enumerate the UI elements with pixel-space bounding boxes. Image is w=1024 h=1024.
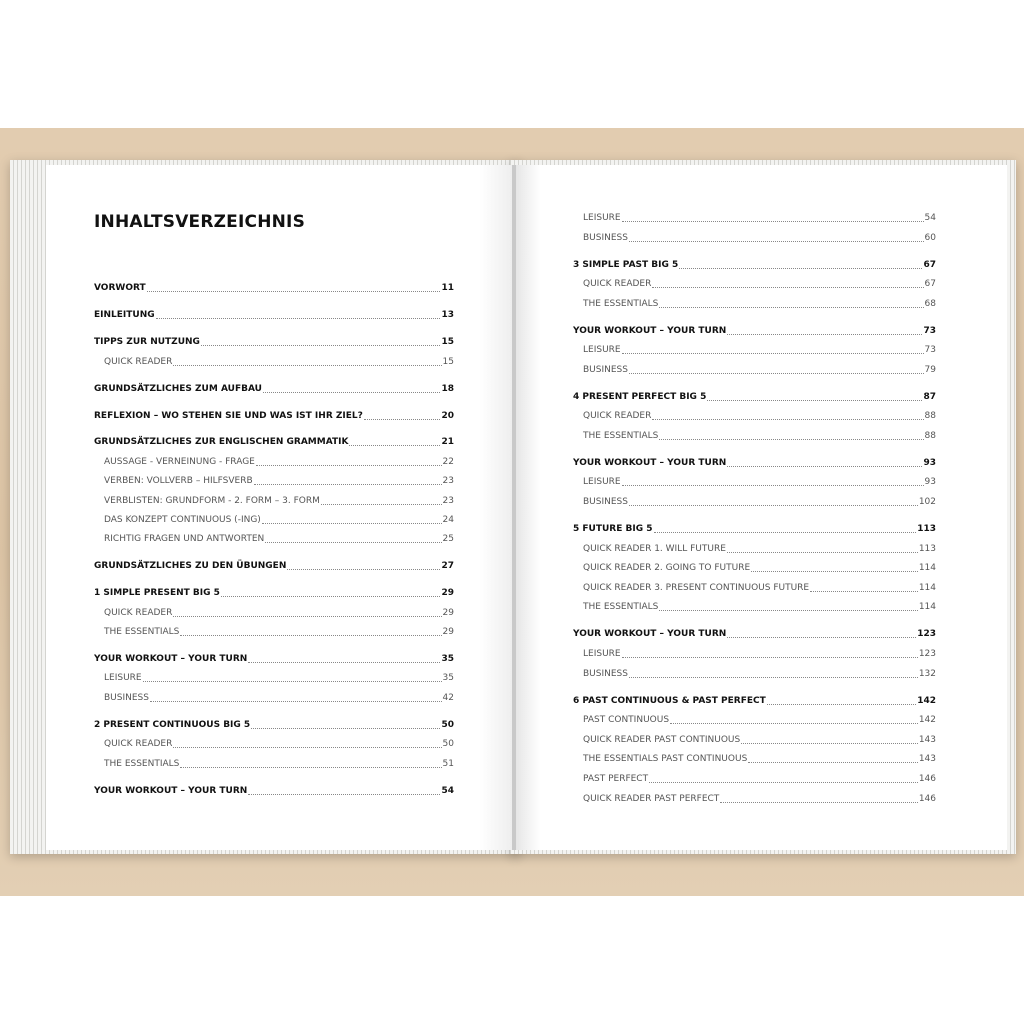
toc-subentry xyxy=(583,713,936,727)
toc-subentry xyxy=(583,752,936,766)
toc-entry-label: QUICK READER xyxy=(583,279,652,289)
toc-dot-leader xyxy=(156,317,441,319)
toc-page-number: 142 xyxy=(918,715,936,725)
toc-entry-label: VERBEN: VOLLVERB – HILFSVERB xyxy=(104,476,253,486)
toc-chapter-entry xyxy=(94,281,454,295)
toc-entry-label: PAST CONTINUOUS xyxy=(583,715,670,725)
page-title: INHALTSVERZEICHNIS xyxy=(94,212,306,232)
toc-chapter-entry xyxy=(94,586,454,600)
toc-dot-leader xyxy=(248,793,440,795)
toc-page-number: 29 xyxy=(441,588,454,598)
toc-dot-leader xyxy=(810,590,918,592)
toc-entry-label: QUICK READER PAST PERFECT xyxy=(583,794,720,804)
toc-dot-leader xyxy=(649,781,918,783)
toc-page-number: 29 xyxy=(442,627,454,637)
toc-entry-label: THE ESSENTIALS xyxy=(104,759,180,769)
toc-dot-leader xyxy=(748,761,918,763)
toc-entry-label: YOUR WORKOUT – YOUR TURN xyxy=(94,654,248,664)
toc-entry-label: 6 PAST CONTINUOUS & PAST PERFECT xyxy=(573,696,766,706)
toc-page-number: 102 xyxy=(918,497,936,507)
toc-chapter-entry xyxy=(573,627,936,641)
toc-dot-leader xyxy=(727,636,916,638)
toc-entry-label: GRUNDSÄTZLICHES ZUR ENGLISCHEN GRAMMATIK xyxy=(94,437,349,447)
toc-dot-leader xyxy=(287,568,440,570)
toc-chapter-entry xyxy=(94,652,454,666)
toc-subentry xyxy=(583,667,936,681)
toc-page-number: 54 xyxy=(441,786,454,796)
toc-dot-leader xyxy=(741,742,918,744)
toc-subentry xyxy=(583,409,936,423)
toc-page-number: 68 xyxy=(924,299,936,309)
toc-dot-leader xyxy=(173,615,441,617)
toc-subentry xyxy=(583,600,936,614)
toc-dot-leader xyxy=(727,465,922,467)
toc-entry-label: RICHTIG FRAGEN UND ANTWORTEN xyxy=(104,534,265,544)
toc-entry-label: VORWORT xyxy=(94,283,146,293)
toc-page-number: 67 xyxy=(924,279,936,289)
toc-subentry xyxy=(583,495,936,509)
toc-page-number: 13 xyxy=(441,310,454,320)
toc-subentry xyxy=(104,532,454,546)
toc-entry-label: LEISURE xyxy=(104,673,142,683)
toc-page-number: 15 xyxy=(441,337,454,347)
toc-chapter-entry xyxy=(573,522,936,536)
toc-page-number: 114 xyxy=(918,563,936,573)
toc-subentry xyxy=(583,429,936,443)
toc-dot-leader xyxy=(727,551,918,553)
toc-subentry xyxy=(583,475,936,489)
toc-entry-label: YOUR WORKOUT – YOUR TURN xyxy=(573,458,727,468)
toc-page-number: 114 xyxy=(918,583,936,593)
toc-dot-leader xyxy=(248,661,440,663)
toc-entry-label: THE ESSENTIALS xyxy=(583,299,659,309)
toc-chapter-entry xyxy=(573,390,936,404)
toc-dot-leader xyxy=(364,418,441,420)
toc-entry-label: 5 FUTURE BIG 5 xyxy=(573,524,653,534)
toc-dot-leader xyxy=(679,267,922,269)
toc-dot-leader xyxy=(707,399,922,401)
toc-page-number: 113 xyxy=(917,524,936,534)
toc-subentry xyxy=(104,455,454,469)
toc-subentry xyxy=(104,671,454,685)
toc-page-number: 15 xyxy=(442,357,454,367)
toc-page-number: 143 xyxy=(918,735,936,745)
toc-dot-leader xyxy=(659,609,917,611)
toc-subentry xyxy=(583,542,936,556)
toc-entry-label: LEISURE xyxy=(583,649,621,659)
toc-page-number: 142 xyxy=(917,696,936,706)
toc-entry-label: LEISURE xyxy=(583,345,621,355)
toc-page-number: 24 xyxy=(442,515,454,525)
toc-chapter-entry xyxy=(573,258,936,272)
toc-dot-leader xyxy=(751,570,918,572)
toc-entry-label: LEISURE xyxy=(583,477,621,487)
toc-page-number: 114 xyxy=(918,602,936,612)
toc-page-number: 51 xyxy=(442,759,454,769)
toc-dot-leader xyxy=(629,504,918,506)
toc-page-number: 146 xyxy=(918,794,936,804)
toc-entry-label: EINLEITUNG xyxy=(94,310,155,320)
toc-entry-label: LEISURE xyxy=(583,213,621,223)
toc-entry-label: BUSINESS xyxy=(583,233,628,243)
toc-entry-label: REFLEXION – WO STEHEN SIE UND WAS IST IHR ZIEL? xyxy=(94,411,363,421)
toc-dot-leader xyxy=(622,656,918,658)
toc-dot-leader xyxy=(143,680,442,682)
toc-page-number: 113 xyxy=(918,544,936,554)
toc-entry-label: BUSINESS xyxy=(104,693,149,703)
toc-entry-label: GRUNDSÄTZLICHES ZU DEN ÜBUNGEN xyxy=(94,561,287,571)
toc-entry-label: QUICK READER 1. WILL FUTURE xyxy=(583,544,726,554)
toc-entry-label: BUSINESS xyxy=(583,365,628,375)
toc-subentry xyxy=(104,737,454,751)
toc-page-number: 79 xyxy=(924,365,936,375)
toc-entry-label: THE ESSENTIALS xyxy=(583,431,659,441)
toc-chapter-entry xyxy=(94,559,454,573)
toc-entry-label: QUICK READER xyxy=(104,357,173,367)
toc-entry-label: THE ESSENTIALS PAST CONTINUOUS xyxy=(583,754,748,764)
toc-dot-leader xyxy=(251,727,440,729)
toc-dot-leader xyxy=(629,240,924,242)
toc-subentry xyxy=(104,625,454,639)
toc-dot-leader xyxy=(629,372,924,374)
toc-page-number: 132 xyxy=(918,669,936,679)
toc-chapter-entry xyxy=(573,694,936,708)
toc-dot-leader xyxy=(767,703,916,705)
toc-subentry xyxy=(583,363,936,377)
toc-page-number: 21 xyxy=(441,437,454,447)
toc-entry-label: YOUR WORKOUT – YOUR TURN xyxy=(573,326,727,336)
toc-page-number: 18 xyxy=(441,384,454,394)
toc-page-number: 146 xyxy=(918,774,936,784)
toc-subentry xyxy=(583,561,936,575)
toc-entry-label: 2 PRESENT CONTINUOUS BIG 5 xyxy=(94,720,251,730)
toc-chapter-entry xyxy=(94,435,454,449)
toc-dot-leader xyxy=(659,306,923,308)
toc-entry-label: THE ESSENTIALS xyxy=(104,627,180,637)
toc-page-number: 54 xyxy=(924,213,936,223)
toc-page-number: 88 xyxy=(924,431,936,441)
toc-subentry xyxy=(583,647,936,661)
toc-subentry xyxy=(104,494,454,508)
toc-entry-label: BUSINESS xyxy=(583,669,628,679)
toc-entry-label: QUICK READER xyxy=(104,608,173,618)
toc-subentry xyxy=(104,474,454,488)
toc-page-number: 11 xyxy=(441,283,454,293)
toc-page-number: 35 xyxy=(441,654,454,664)
toc-page-number: 29 xyxy=(442,608,454,618)
toc-dot-leader xyxy=(265,541,441,543)
toc-page-number: 22 xyxy=(442,457,454,467)
toc-page-number: 50 xyxy=(442,739,454,749)
toc-subentry xyxy=(583,733,936,747)
toc-page-number: 67 xyxy=(923,260,936,270)
toc-dot-leader xyxy=(201,344,441,346)
toc-chapter-entry xyxy=(94,718,454,732)
toc-subentry xyxy=(104,691,454,705)
toc-page-number: 23 xyxy=(442,476,454,486)
toc-page-number: 50 xyxy=(441,720,454,730)
toc-dot-leader xyxy=(256,464,442,466)
toc-page-number: 42 xyxy=(442,693,454,703)
toc-dot-leader xyxy=(262,522,442,524)
toc-entry-label: YOUR WORKOUT – YOUR TURN xyxy=(573,629,727,639)
toc-subentry xyxy=(583,772,936,786)
toc-entry-label: VERBLISTEN: GRUNDFORM - 2. FORM – 3. FORM xyxy=(104,496,320,506)
toc-subentry xyxy=(583,792,936,806)
toc-dot-leader xyxy=(263,391,441,393)
toc-entry-label: QUICK READER xyxy=(104,739,173,749)
toc-entry-label: AUSSAGE - VERNEINUNG - FRAGE xyxy=(104,457,255,467)
toc-page-number: 87 xyxy=(923,392,936,402)
toc-subentry xyxy=(104,513,454,527)
toc-entry-label: 1 SIMPLE PRESENT BIG 5 xyxy=(94,588,220,598)
toc-subentry xyxy=(104,355,454,369)
toc-subentry xyxy=(583,343,936,357)
toc-dot-leader xyxy=(221,595,441,597)
toc-page-number: 93 xyxy=(923,458,936,468)
toc-page-number: 73 xyxy=(924,345,936,355)
toc-page-number: 143 xyxy=(918,754,936,764)
toc-entry-label: BUSINESS xyxy=(583,497,628,507)
toc-dot-leader xyxy=(147,290,441,292)
toc-page-number: 123 xyxy=(917,629,936,639)
toc-dot-leader xyxy=(670,722,918,724)
toc-entry-label: GRUNDSÄTZLICHES ZUM AUFBAU xyxy=(94,384,262,394)
toc-subentry xyxy=(583,581,936,595)
toc-entry-label: 3 SIMPLE PAST BIG 5 xyxy=(573,260,679,270)
toc-chapter-entry xyxy=(94,308,454,322)
toc-chapter-entry xyxy=(94,784,454,798)
toc-subentry xyxy=(104,757,454,771)
toc-dot-leader xyxy=(622,220,924,222)
toc-dot-leader xyxy=(173,746,441,748)
toc-entry-label: QUICK READER xyxy=(583,411,652,421)
toc-entry-label: THE ESSENTIALS xyxy=(583,602,659,612)
toc-page-number: 23 xyxy=(442,496,454,506)
toc-dot-leader xyxy=(629,676,918,678)
toc-page-number: 123 xyxy=(918,649,936,659)
toc-dot-leader xyxy=(659,438,923,440)
toc-chapter-entry xyxy=(573,324,936,338)
toc-dot-leader xyxy=(622,484,924,486)
toc-dot-leader xyxy=(720,801,918,803)
toc-page-number: 93 xyxy=(924,477,936,487)
toc-entry-label: QUICK READER 2. GOING TO FUTURE xyxy=(583,563,751,573)
toc-dot-leader xyxy=(622,352,924,354)
toc-dot-leader xyxy=(349,444,440,446)
toc-entry-label: DAS KONZEPT CONTINUOUS (-ING) xyxy=(104,515,261,525)
toc-subentry xyxy=(583,231,936,245)
toc-subentry xyxy=(104,606,454,620)
toc-entry-label: QUICK READER PAST CONTINUOUS xyxy=(583,735,741,745)
toc-dot-leader xyxy=(173,364,441,366)
toc-chapter-entry xyxy=(94,382,454,396)
toc-dot-leader xyxy=(652,418,923,420)
toc-page-number: 27 xyxy=(441,561,454,571)
toc-page-number: 60 xyxy=(924,233,936,243)
toc-page-number: 73 xyxy=(923,326,936,336)
toc-dot-leader xyxy=(654,531,917,533)
toc-page-number: 25 xyxy=(442,534,454,544)
toc-dot-leader xyxy=(180,766,441,768)
toc-page-number: 35 xyxy=(442,673,454,683)
toc-entry-label: TIPPS ZUR NUTZUNG xyxy=(94,337,200,347)
toc-subentry xyxy=(583,277,936,291)
book-gutter xyxy=(512,165,516,850)
toc-subentry xyxy=(583,211,936,225)
toc-dot-leader xyxy=(254,483,442,485)
toc-dot-leader xyxy=(727,333,922,335)
toc-dot-leader xyxy=(150,700,442,702)
toc-dot-leader xyxy=(321,503,442,505)
toc-chapter-entry xyxy=(573,456,936,470)
toc-entry-label: 4 PRESENT PERFECT BIG 5 xyxy=(573,392,707,402)
toc-page-number: 20 xyxy=(441,411,454,421)
toc-page-number: 88 xyxy=(924,411,936,421)
toc-entry-label: QUICK READER 3. PRESENT CONTINUOUS FUTURE xyxy=(583,583,810,593)
toc-subentry xyxy=(583,297,936,311)
toc-chapter-entry xyxy=(94,335,454,349)
toc-entry-label: YOUR WORKOUT – YOUR TURN xyxy=(94,786,248,796)
toc-dot-leader xyxy=(180,634,441,636)
toc-dot-leader xyxy=(652,286,923,288)
toc-chapter-entry xyxy=(94,409,454,423)
toc-entry-label: PAST PERFECT xyxy=(583,774,649,784)
